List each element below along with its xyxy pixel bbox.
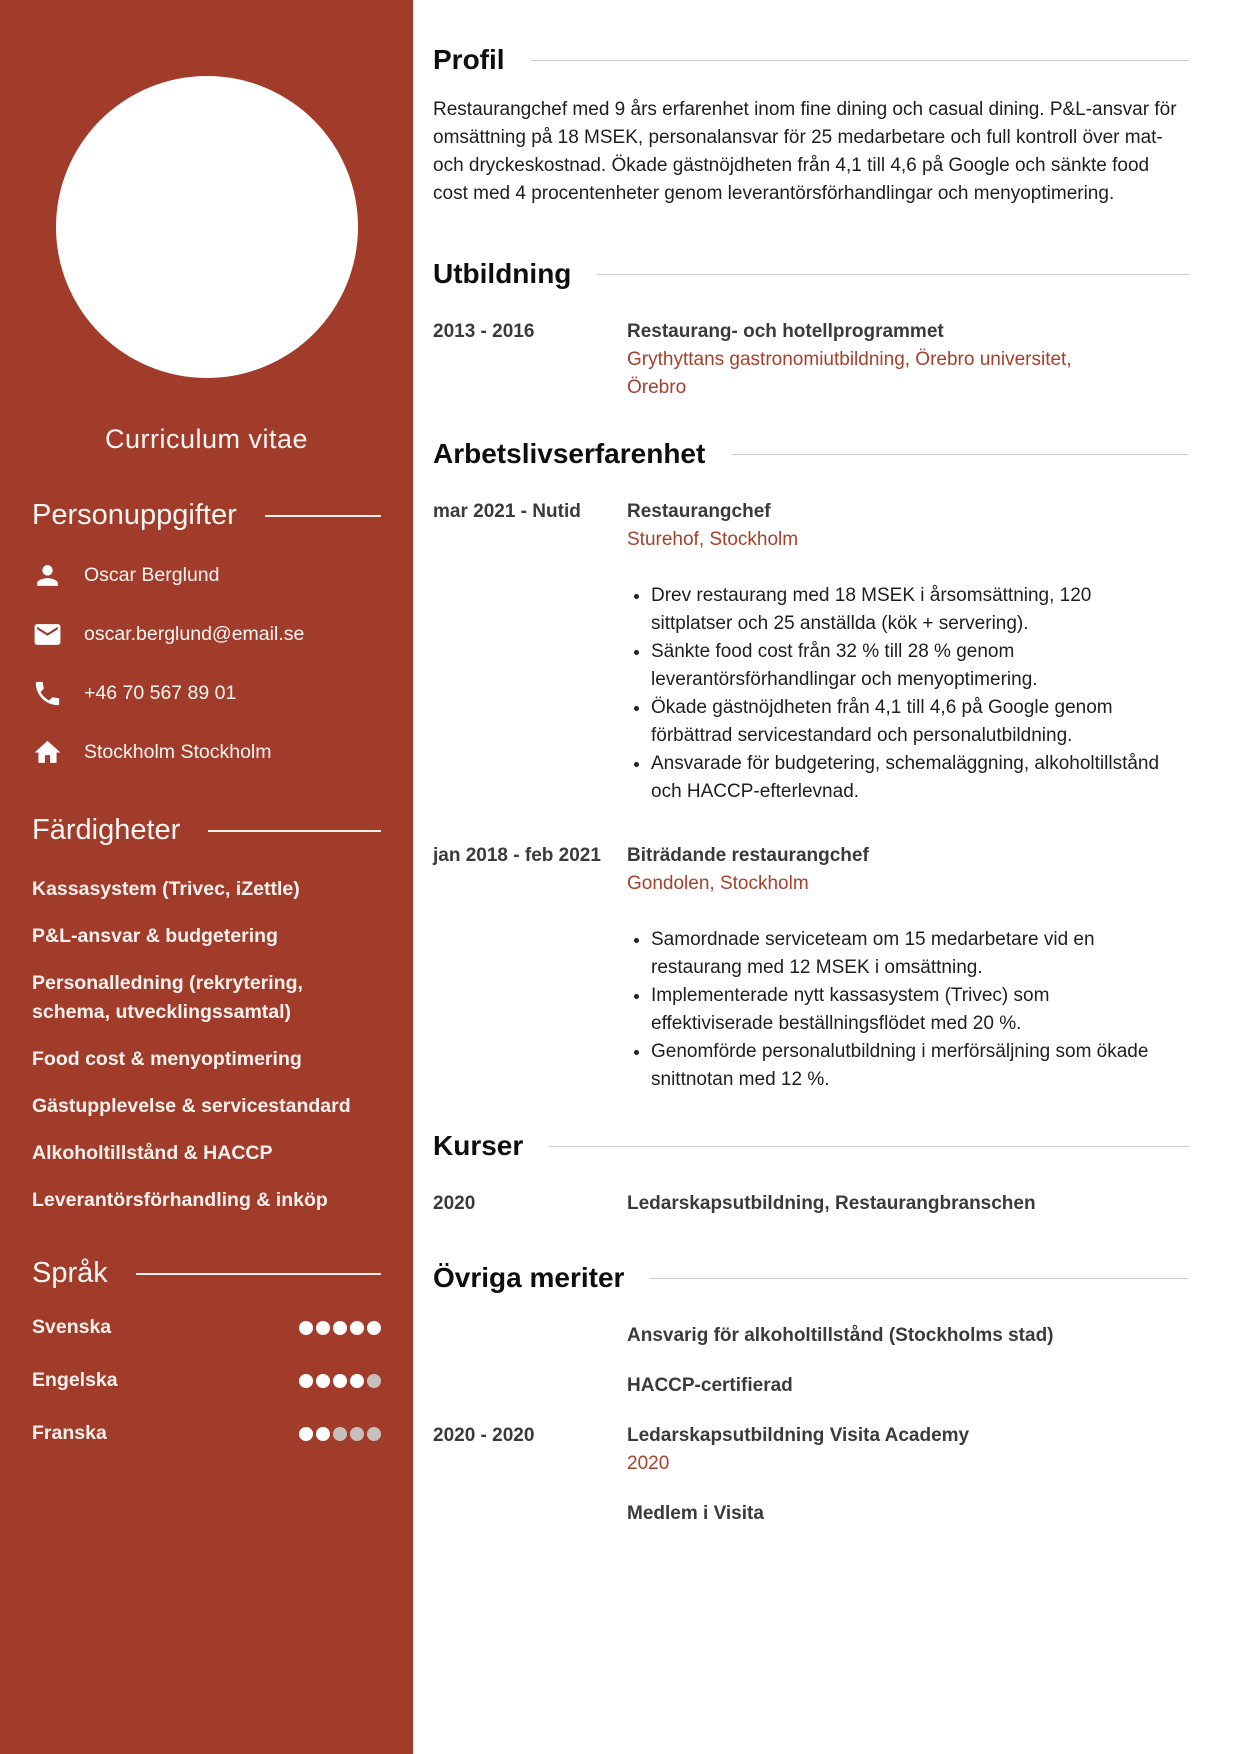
- entry-period: mar 2021 - Nutid: [433, 501, 581, 522]
- education-heading: [433, 258, 1189, 290]
- language-row: [32, 1316, 381, 1339]
- entry-body: [627, 318, 1189, 402]
- contact-name: Oscar Berglund: [84, 564, 220, 586]
- entry-title: Restaurangchef: [627, 501, 771, 522]
- language-level-dot: [316, 1374, 330, 1388]
- language-level-dot: [299, 1321, 313, 1335]
- skill-item: Alkoholtillstånd & HACCP: [32, 1142, 273, 1164]
- entry-period: 2020 - 2020: [433, 1425, 535, 1446]
- language-level-dot: [333, 1374, 347, 1388]
- language-label: Svenska: [32, 1316, 112, 1338]
- bullet-list: [627, 582, 1172, 806]
- heading-rule: [208, 830, 381, 832]
- contact-item-name: [32, 560, 381, 591]
- bullet-item: • Sänkte food cost från 32 % till 28 % genom leverantörsförhandlingar och menyoptimering.: [651, 638, 1172, 694]
- entry-subtitle: Gondolen, Stockholm: [627, 873, 809, 894]
- bullet-list: [627, 926, 1172, 1094]
- merit-entry: [433, 1422, 1189, 1478]
- section-education: [433, 258, 1189, 402]
- language-label: Engelska: [32, 1369, 118, 1391]
- entry-title: HACCP-certifierad: [627, 1375, 793, 1396]
- experience-entry: [433, 842, 1189, 1094]
- skill-list: [32, 875, 381, 1215]
- skill-item: Personalledning (rekrytering, schema, utvecklingssamtal): [32, 972, 303, 1023]
- language-list: [32, 1316, 381, 1445]
- language-row: [32, 1369, 381, 1392]
- contact-item-email: [32, 619, 381, 650]
- contact-address: Stockholm Stockholm: [84, 741, 272, 763]
- language-level-dot: [299, 1374, 313, 1388]
- courses-heading: [433, 1130, 1189, 1162]
- language-level-dot: [350, 1321, 364, 1335]
- language-level-dot: [367, 1427, 381, 1441]
- entry-title: Medlem i Visita: [627, 1503, 764, 1524]
- entry-period: 2020: [433, 1193, 476, 1214]
- skill-item: Gästupplevelse & servicestandard: [32, 1095, 351, 1117]
- heading-rule: [597, 274, 1189, 275]
- phone-icon: [32, 678, 63, 709]
- education-heading-label: Utbildning: [433, 258, 572, 289]
- language-level-dot: [350, 1374, 364, 1388]
- contact-item-address: [32, 737, 381, 768]
- entry-subtitle: 2020: [627, 1453, 670, 1474]
- skill-item: P&L-ansvar & budgetering: [32, 925, 278, 947]
- merit-entry: [433, 1322, 1189, 1350]
- languages-heading-label: Språk: [32, 1257, 108, 1289]
- entry-period: 2013 - 2016: [433, 321, 535, 342]
- heading-rule: [731, 454, 1189, 455]
- contact-item-phone: [32, 678, 381, 709]
- bullet-item: • Ansvarade för budgetering, schemaläggning, alkoholtillstånd och HACCP-efterlevnad.: [651, 750, 1172, 806]
- entry-title: Ansvarig för alkoholtillstånd (Stockholms stad): [627, 1325, 1054, 1346]
- experience-entry: [433, 498, 1189, 806]
- language-level-dots: [299, 1374, 381, 1388]
- courses-heading-label: Kurser: [433, 1130, 524, 1161]
- home-icon: [32, 737, 63, 768]
- profile-text: Restaurangchef med 9 års erfarenhet inom fine dining och casual dining. P&L-ansvar för omsättning på 18 MSEK, personalansvar för 25 medarbetare och full kontroll över mat- och dryckeskostnad. Ökade gästnöjdheten från 4,1 till 4,6 på Google och sänkte food cost med 4 procentenheter genom leverantörsförhandlingar och menyoptimering.: [433, 99, 1177, 204]
- person-icon: [32, 560, 63, 591]
- contact-phone: +46 70 567 89 01: [84, 682, 237, 704]
- email-icon: [32, 619, 63, 650]
- language-level-dots: [299, 1427, 381, 1441]
- language-level-dot: [367, 1321, 381, 1335]
- entry-body: [627, 842, 1189, 1094]
- skill-item: Leverantörsförhandling & inköp: [32, 1189, 328, 1211]
- language-level-dot: [299, 1427, 313, 1441]
- language-level-dot: [367, 1374, 381, 1388]
- bullet-item: • Samordnade serviceteam om 15 medarbetare vid en restaurang med 12 MSEK i omsättning.: [651, 926, 1172, 982]
- section-experience: [433, 438, 1189, 1094]
- section-other-merits: [433, 1262, 1189, 1528]
- entry-title: Ledarskapsutbildning, Restaurangbranschen: [627, 1193, 1036, 1214]
- skill-item: Kassasystem (Trivec, iZettle): [32, 878, 300, 900]
- personal-heading-label: Personuppgifter: [32, 499, 237, 531]
- entry-subtitle: Sturehof, Stockholm: [627, 529, 799, 550]
- language-level-dot: [350, 1427, 364, 1441]
- merit-entry: [433, 1500, 1189, 1528]
- entry-body: [627, 1372, 1189, 1400]
- avatar: [56, 76, 358, 378]
- heading-rule: [531, 60, 1189, 61]
- education-entry: [433, 318, 1189, 402]
- sidebar: [0, 0, 413, 1754]
- bullet-item: • Implementerade nytt kassasystem (Trivec) som effektiviserade beställningsflödet med 20 %.: [651, 982, 1172, 1038]
- entry-period: [433, 1500, 627, 1528]
- entry-body: [627, 1422, 1189, 1478]
- skills-heading-label: Färdigheter: [32, 814, 181, 846]
- experience-heading-label: Arbetslivserfarenhet: [433, 438, 706, 469]
- bullet-item: • Ökade gästnöjdheten från 4,1 till 4,6 på Google genom förbättrad servicestandard och personalutbildning.: [651, 694, 1172, 750]
- heading-rule: [549, 1146, 1189, 1147]
- course-entry: [433, 1190, 1189, 1218]
- heading-rule: [136, 1273, 381, 1275]
- profile-heading: [433, 44, 1189, 76]
- entry-title: Biträdande restaurangchef: [627, 845, 869, 866]
- language-level-dots: [299, 1321, 381, 1335]
- bullet-item: • Genomförde personalutbildning i merförsäljning som ökade snittnotan med 12 %.: [651, 1038, 1172, 1094]
- cv-title: Curriculum vitae: [104, 424, 309, 454]
- skills-section-heading: [32, 814, 381, 847]
- entry-body: [627, 498, 1189, 806]
- profile-heading-label: Profil: [433, 44, 505, 75]
- entry-subtitle: Grythyttans gastronomiutbildning, Örebro universitet, Örebro: [627, 349, 1072, 398]
- section-courses: [433, 1130, 1189, 1218]
- skill-item: Food cost & menyoptimering: [32, 1048, 302, 1070]
- entry-period: jan 2018 - feb 2021: [433, 845, 601, 866]
- entry-body: [627, 1500, 1189, 1528]
- other-merits-heading: [433, 1262, 1189, 1294]
- bullet-item: • Drev restaurang med 18 MSEK i årsomsättning, 120 sittplatser och 25 anställda (kök + servering).: [651, 582, 1172, 638]
- personal-section-heading: [32, 499, 381, 532]
- language-row: [32, 1422, 381, 1445]
- experience-heading: [433, 438, 1189, 470]
- entry-period: [433, 1322, 627, 1350]
- language-level-dot: [333, 1427, 347, 1441]
- entry-period: [433, 1372, 627, 1400]
- main-content: [413, 0, 1241, 1754]
- language-label: Franska: [32, 1422, 107, 1444]
- heading-rule: [650, 1278, 1189, 1279]
- other-merits-heading-label: Övriga meriter: [433, 1262, 625, 1293]
- entry-body: [627, 1322, 1189, 1350]
- contact-email: oscar.berglund@email.se: [84, 623, 305, 645]
- languages-section-heading: [32, 1257, 381, 1290]
- language-level-dot: [316, 1321, 330, 1335]
- entry-body: [627, 1190, 1189, 1218]
- language-level-dot: [316, 1427, 330, 1441]
- merit-entry: [433, 1372, 1189, 1400]
- section-profile: [433, 44, 1189, 208]
- entry-title: Ledarskapsutbildning Visita Academy: [627, 1425, 970, 1446]
- language-level-dot: [333, 1321, 347, 1335]
- heading-rule: [265, 515, 381, 517]
- entry-title: Restaurang- och hotellprogrammet: [627, 321, 944, 342]
- contact-list: [32, 560, 381, 768]
